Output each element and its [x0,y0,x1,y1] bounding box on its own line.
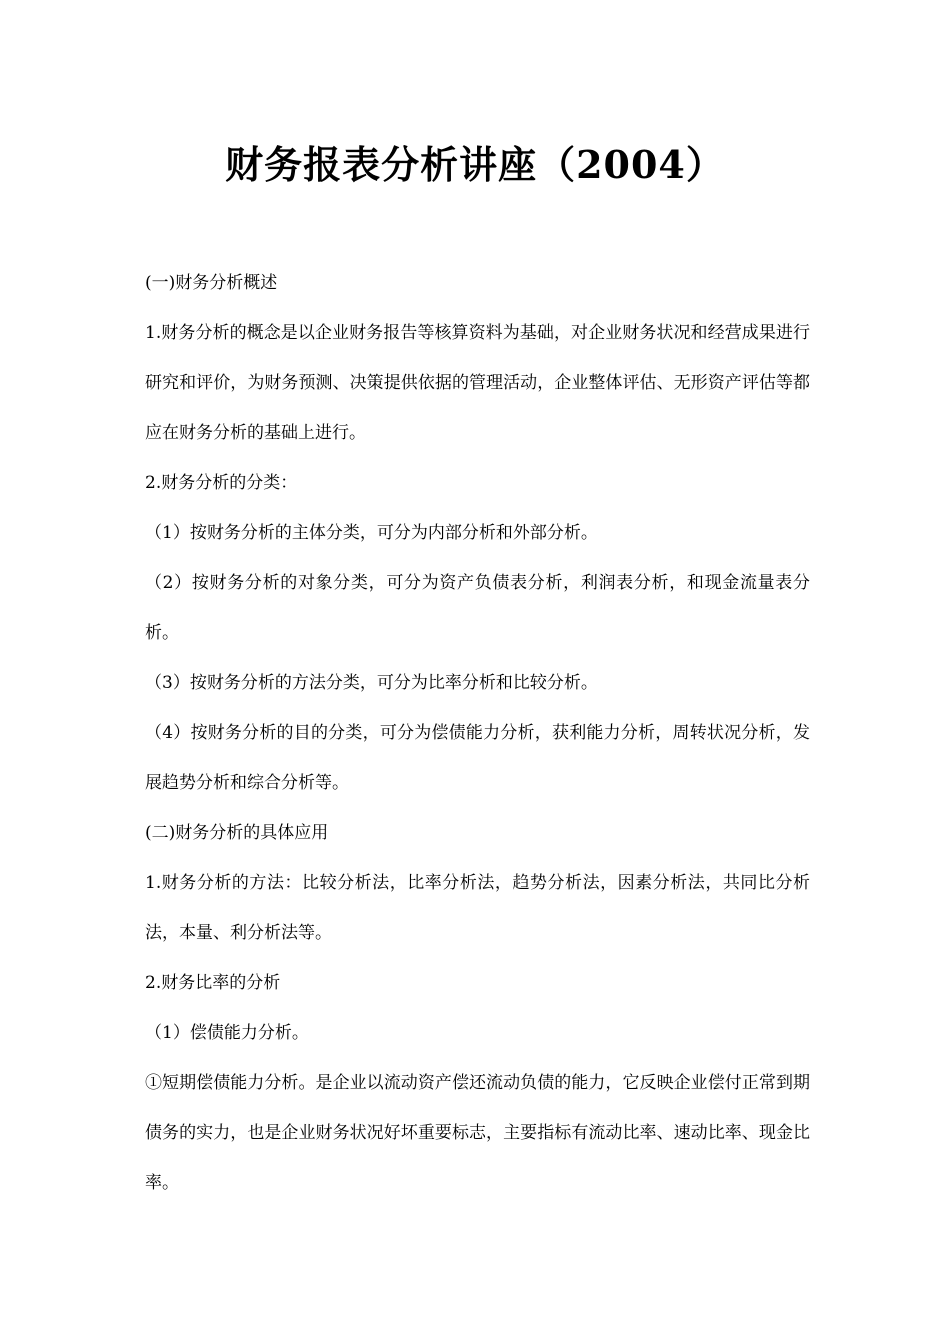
document-title: 财务报表分析讲座（2004） [225,142,725,187]
paragraph-ratio-analysis-heading: 2.财务比率的分析 [145,973,281,993]
paragraph-short-term-solvency: ①短期偿债能力分析。是企业以流动资产偿还流动负债的能力，它反映企业偿付正常到期债务的实力，也是企业财务状况好坏重要标志，主要指标有流动比率、速动比率、现金比率。 [145,1073,810,1193]
paragraph-concept: 1.财务分析的概念是以企业财务报告等核算资料为基础，对企业财务状况和经营成果进行研究和评价，为财务预测、决策提供依据的管理活动，企业整体评估、无形资产评估等都应在财务分析的基础上进行。 [145,323,810,443]
section-heading-application: (二)财务分析的具体应用 [145,823,329,843]
section-heading-overview: (一)财务分析概述 [145,273,278,293]
list-item-by-method: （3）按财务分析的方法分类，可分为比率分析和比较分析。 [145,673,598,693]
list-item-by-purpose: （4）按财务分析的目的分类，可分为偿债能力分析，获利能力分析，周转状况分析，发展趋势分析和综合分析等。 [145,723,810,793]
list-item-by-subject: （1）按财务分析的主体分类，可分为内部分析和外部分析。 [145,523,598,543]
paragraph-methods: 1.财务分析的方法：比较分析法，比率分析法，趋势分析法，因素分析法，共同比分析法，本量、利分析法等。 [145,873,810,943]
paragraph-classification-heading: 2.财务分析的分类： [145,473,298,493]
list-item-by-object: （2）按财务分析的对象分类，可分为资产负债表分析，利润表分析，和现金流量表分析。 [145,573,810,643]
document-body [145,258,810,1208]
list-item-solvency: （1）偿债能力分析。 [145,1023,309,1043]
